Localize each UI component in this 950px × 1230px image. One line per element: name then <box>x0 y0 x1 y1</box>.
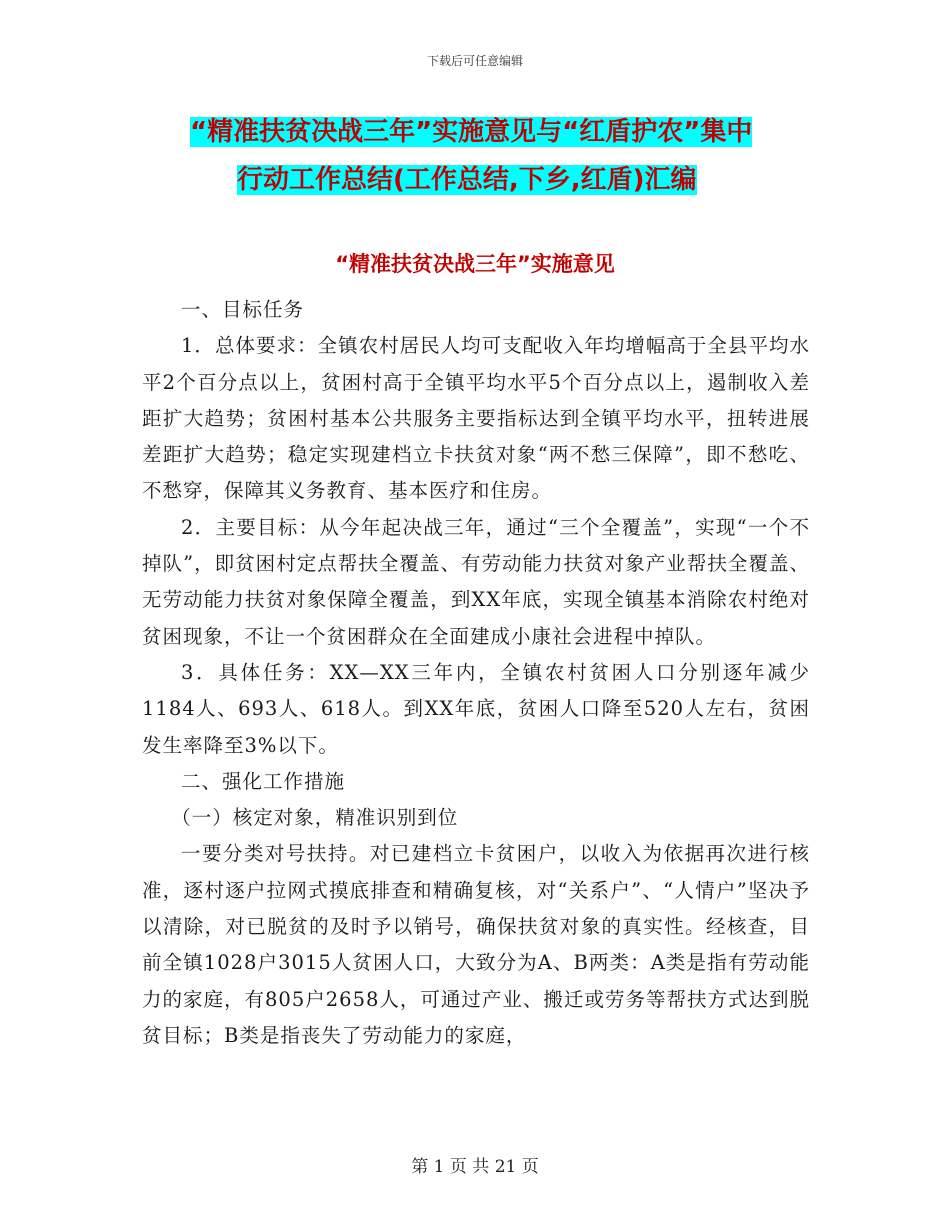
paragraph-specific-tasks: 3．具体任务：XX—XX三年内，全镇农村贫困人口分别逐年减少1184人、693人、618人。到XX年底，贫困人口降至520人左右，贫困发生率降至3%以下。 <box>142 660 810 757</box>
paragraph-classification: 一要分类对号扶持。对已建档立卡贫困户，以收入为依据再次进行核准，逐村逐户拉网式摸底排查和精确复核，对“关系户”、“人情户”坚决予以清除，对已脱贫的及时予以销号，确保扶贫对象的真实性。经核查，目前全镇1028户3015人贫困人口，大致分为A、B两类：A类是指有劳动能力的家庭，有805户2658人，可通过产业、搬迁或劳务等帮扶方式达到脱贫目标；B类是指丧失了劳动能力的家庭， <box>142 842 810 1047</box>
title-line-2: 行动工作总结(工作总结,下乡,红盾)汇编 <box>237 165 697 195</box>
document-body <box>142 292 810 1054</box>
section-title: “精准扶贫决战三年”实施意见 <box>335 252 615 276</box>
paragraph-overall-requirements: 1．总体要求：全镇农村居民人均可支配收入年均增幅高于全县平均水平2个百分点以上，贫困村高于全镇平均水平5个百分点以上，遏制收入差距扩大趋势；贫困村基本公共服务主要指标达到全镇平均水平，扭转进展差距扩大趋势；稳定实现建档立卡扶贫对象“两不愁三保障”，即不愁吃、不愁穿，保障其义务教育、基本医疗和住房。 <box>142 334 810 503</box>
paragraph-main-goals: 2．主要目标：从今年起决战三年，通过“三个全覆盖”，实现“一个不掉队”，即贫困村定点帮扶全覆盖、有劳动能力扶贫对象产业帮扶全覆盖、无劳动能力扶贫对象保障全覆盖，到XX年底，实现全镇基本消除农村绝对贫困现象，不让一个贫困群众在全面建成小康社会进程中掉队。 <box>142 515 810 648</box>
heading-measures: 二、强化工作措施 <box>181 769 346 793</box>
title-line-1: “精准扶贫决战三年”实施意见与“红盾护农”集中 <box>190 117 753 147</box>
heading-goals: 一、目标任务 <box>181 298 305 321</box>
header-note: 下载后可任意编辑 <box>426 54 523 68</box>
subheading-identify-targets: （一）核定对象，精准识别到位 <box>171 806 459 830</box>
document-title <box>190 108 810 204</box>
page-footer: 第 1 页 共 21 页 <box>411 1157 539 1177</box>
